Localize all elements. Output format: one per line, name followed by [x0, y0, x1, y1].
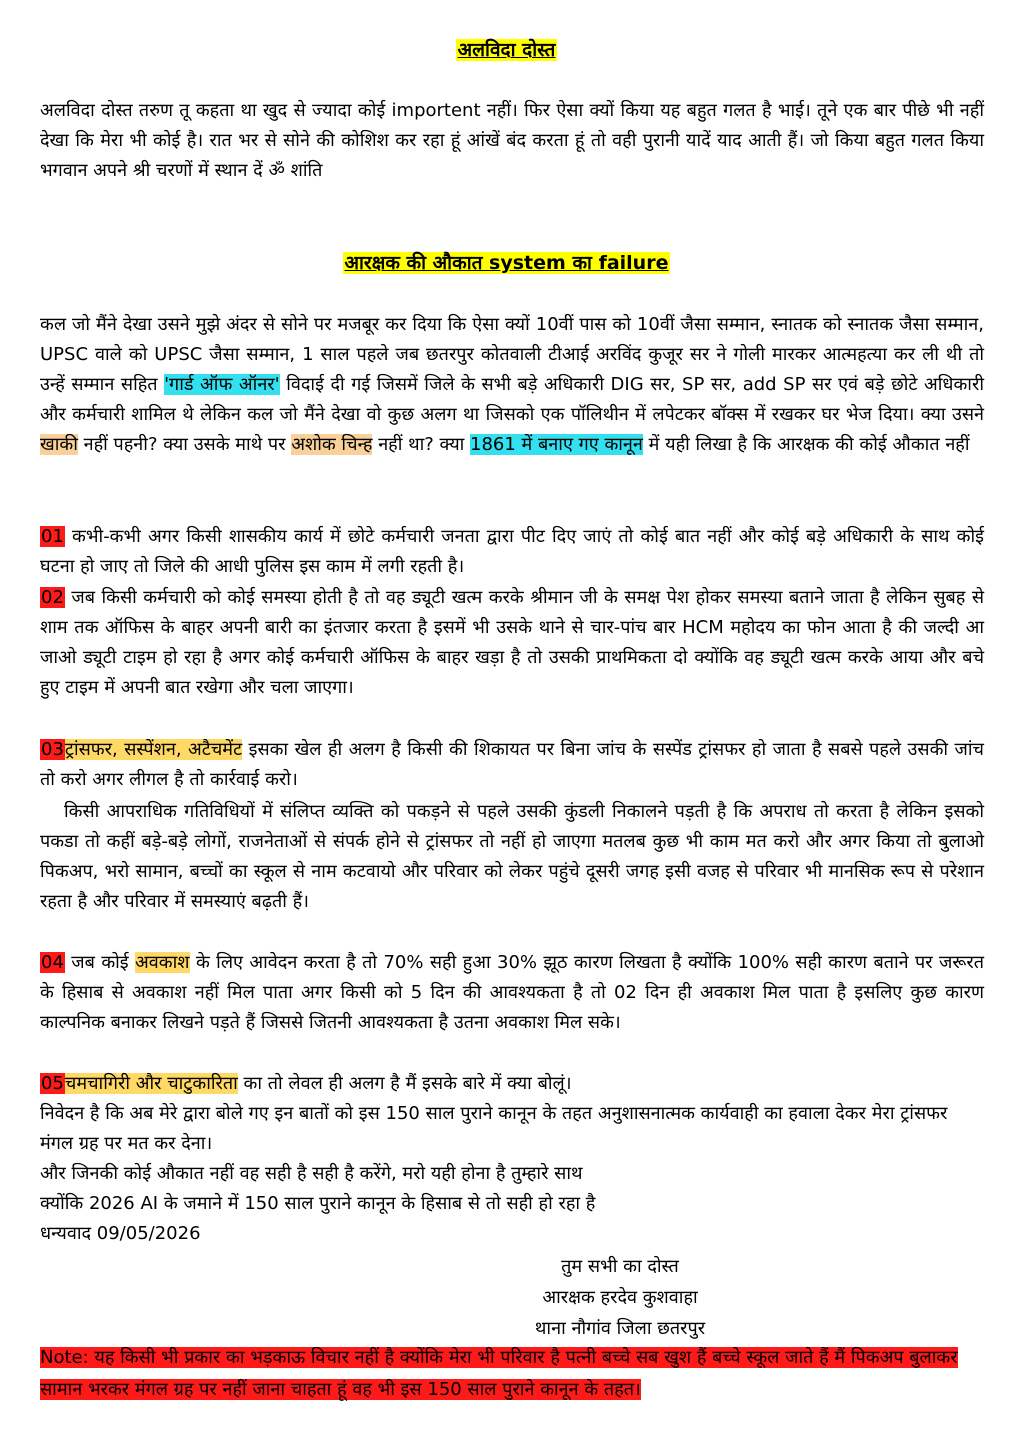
signature-name: आरक्षक हरदेव कुशवाहा	[542, 1287, 698, 1308]
point-01: 01 कभी-कभी अगर किसी शासकीय कार्य में छोटे कर्मचारी जनता द्वारा पीट दिए जाएं तो कोई बात नहीं और कोई बड़े अधिकारी के साथ कोई घटना हो जाए तो जिले की आधी पुलिस इस काम में लगी रहती है।	[40, 526, 984, 577]
note-block	[40, 1342, 986, 1406]
point-number: 04	[41, 952, 64, 973]
point-05: 05चमचागिरी और चाटुकारिता का तो लेवल ही अलग है मैं इसके बारे में क्या बोलूं।	[41, 1073, 572, 1094]
closing-line: निवेदन है कि अब मेरे द्वारा बोले गए इन बातों को इस 150 साल पुराने कानून के तहत अनुशासनात्मक कार्यवाही का हवाला देकर मेरा ट्रांसफर मंगल ग्रह पर मत कर देना।	[40, 1103, 948, 1154]
point-02: 02 जब किसी कर्मचारी को कोई समस्या होती है तो वह ड्यूटी खत्म करके श्रीमान जी के समक्ष पेश होकर समस्या बताने जाता है लेकिन सुबह से शाम तक ऑफिस के बाहर अपनी बारी का इंतजार करता है इसमें भी उसके थाने से चार-पांच बार HCM महोदय का फोन आता है की जल्दी आ जाओ ड्यूटी टाइम हो रहा है अगर कोई कर्मचारी ऑफिस के बाहर खड़ा है तो उसकी प्राथमिकता दो क्योंकि वह ड्यूटी खत्म करके आया और बचे हुए टाइम में अपनी बात रखेगा और चला जाएगा।	[40, 587, 984, 698]
thanks-date: धन्यवाद 09/05/2026	[40, 1223, 201, 1244]
title-goodbye: अलविदा दोस्त	[457, 39, 556, 61]
point-04: 04 जब कोई अवकाश के लिए आवेदन करता है तो 70% सही हुआ 30% झूठ कारण लिखता है क्योंकि 100% सही कारण बताने पर जरूरत के हिसाब से अवकाश नहीं मिल पाता अगर किसी को 5 दिन की आवश्यकता है तो 02 दिन ही अवकाश मिल पाता है इसलिए कुछ कारण काल्पनिक बनाकर लिखने पड़ते हैं जिससे जितनी आवश्यकता है उतना अवकाश मिल सके।	[40, 952, 984, 1033]
flattery-highlight: चमचागिरी और चाटुकारिता	[64, 1073, 238, 1094]
law-1861-highlight: 1861 में बनाए गए कानून	[470, 434, 643, 455]
point-03: 03ट्रांसफर, सस्पेंशन, अटैचमेंट इसका खेल ही अलग है किसी की शिकायत पर बिना जांच के सस्पेंड ट्रांसफर हो जाता है सबसे पहले उसकी जांच तो करो अगर लीगल है तो कार्रवाई करो।	[40, 739, 984, 790]
paragraph-main: कल जो मैंने देखा उसने मुझे अंदर से सोने पर मजबूर कर दिया कि ऐसा क्यों 10वीं पास को 10वीं जैसा सम्मान, स्नातक को स्नातक जैसा सम्मान, UPSC वाले को UPSC जैसा सम्मान, 1 साल पहले जब छतरपुर कोतवाली टीआई अरविंद कुजूर सर ने गोली मारकर आत्महत्या कर ली थी तो उन्हें सम्मान सहित 'गार्ड ऑफ ऑनर' विदाई दी गई जिसमें जिले के सभी बड़े अधिकारी DIG सर, SP सर, add SP सर एवं बड़े छोटे अधिकारी और कर्मचारी शामिल थे लेकिन कल जो मैंने देखा वो कुछ अलग था जिसको एक पॉलिथीन में लपेटकर बॉक्स में रखकर घर भेज दिया। क्या उसने खाकी नहीं पहनी? क्या उसके माथे पर अशोक चिन्ह नहीं था? क्या 1861 में बनाए गए कानून में यही लिखा है कि आरक्षक की कोई औकात नहीं	[40, 314, 984, 455]
leave-highlight: अवकाश	[135, 952, 190, 973]
signature-block	[470, 1251, 770, 1344]
signature-line: तुम सभी का दोस्त	[561, 1256, 679, 1277]
guard-of-honour-highlight: 'गार्ड ऑफ ऑनर'	[164, 374, 280, 395]
closing-block	[40, 1099, 984, 1249]
note-text: Note: यह किसी भी प्रकार का भड़काऊ विचार नहीं है क्योंकि मेरा भी परिवार है पत्नी बच्चे सब खुश हैं बच्चे स्कूल जाते हैं मैं पिकअप बुलाकर सामान भरकर मंगल ग्रह पर नहीं जाना चाहता हूं वह भी इस 150 साल पुराने कानून के तहत।	[40, 1347, 958, 1400]
title-system-failure: आरक्षक की औकात system का failure	[344, 252, 669, 274]
transfer-highlight: ट्रांसफर, सस्पेंशन, अटैचमेंट	[64, 739, 243, 760]
closing-line: क्योंकि 2026 AI के जमाने में 150 साल पुराने कानून के हिसाब से तो सही हो रहा है	[40, 1193, 596, 1214]
point-number: 05	[41, 1073, 64, 1094]
paragraph-goodbye: अलविदा दोस्त तरुण तू कहता था खुद से ज्यादा कोई importent नहीं। फिर ऐसा क्यों किया यह बहुत गलत है भाई। तूने एक बार पीछे भी नहीं देखा कि मेरा भी कोई है। रात भर से सोने की कोशिश कर रहा हूं आंखें बंद करता हूं तो वही पुरानी यादें याद आती हैं। जो किया बहुत गलत किया भगवान अपने श्री चरणों में स्थान दें ॐ शांति	[40, 100, 984, 181]
closing-line: और जिनकी कोई औकात नहीं वह सही है सही है करेंगे, मरो यही होना है तुम्हारे साथ	[40, 1163, 583, 1184]
khaki-highlight: खाकी	[40, 434, 78, 455]
signature-station: थाना नौगांव जिला छतरपुर	[534, 1318, 706, 1339]
point-number: 01	[41, 526, 64, 547]
point-number: 03	[41, 739, 64, 760]
ashok-highlight: अशोक चिन्ह	[291, 434, 373, 455]
point-number: 02	[41, 587, 64, 608]
paragraph-criminal: किसी आपराधिक गतिविधियों में संलिप्त व्यक्ति को पकड़ने से पहले उसकी कुंडली निकालने पड़ती है कि अपराध तो करता है लेकिन इसको पकडा तो कहीं बड़े-बड़े लोगों, राजनेताओं से संपर्क होने से ट्रांसफर तो नहीं हो जाएगा मतलब कुछ भी काम मत करो और अगर किया तो बुलाओ पिकअप, भरो सामान, बच्चों का स्कूल से नाम कटवायो और परिवार को लेकर पहुंचे दूसरी जगह इसी वजह से परिवार भी मानसिक रूप से परेशान रहता है और परिवार में समस्याएं बढ़ती हैं।	[40, 801, 984, 912]
